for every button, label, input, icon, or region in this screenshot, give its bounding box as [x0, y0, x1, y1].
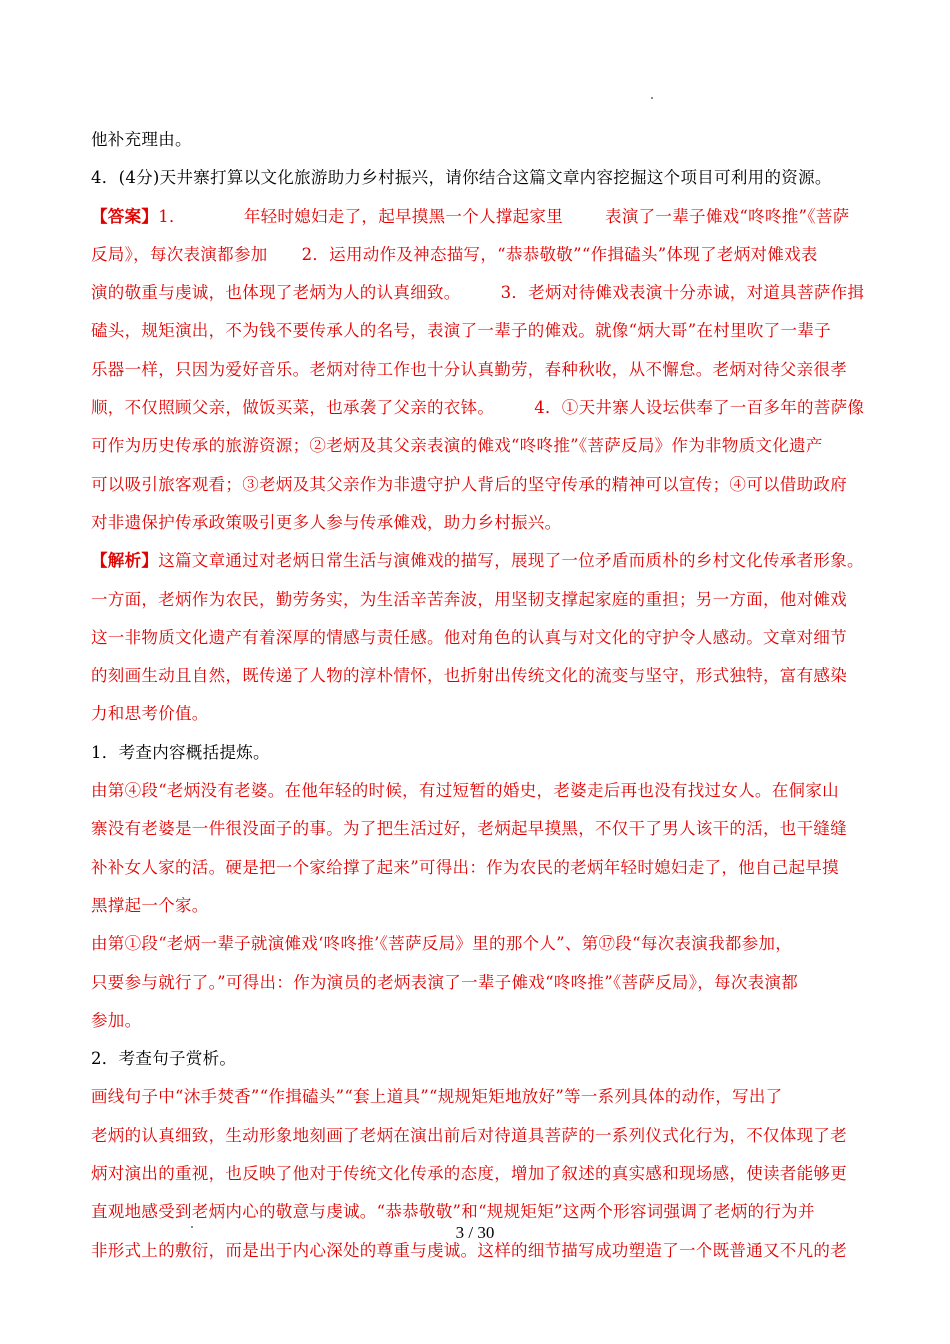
analysis-label: 【解析】 [91, 551, 159, 571]
answer-text: 表演了一辈子傩戏“咚咚推”《菩萨 [605, 206, 850, 226]
answer-text: 顺，不仅照顾父亲，做饭买菜，也承袭了父亲的衣钵。 [91, 398, 495, 418]
analysis-line: 参加。 [91, 1010, 142, 1030]
analysis-line: 黑撑起一个家。 [91, 895, 209, 915]
answer-text: 演的敬重与虔诚，也体现了老炳为人的认真细致。 [91, 283, 461, 303]
analysis-text: 这篇文章通过对老炳日常生活与演傩戏的描写，展现了一位矛盾而质朴的乡村文化传承者形象。 [158, 551, 864, 571]
answer-line [91, 236, 861, 274]
analysis-line: 直观地感受到老炳内心的敬意与虔诚。“恭恭敬敬”和“规规矩矩”这两个形容词强调了老炳的行为并 [91, 1202, 815, 1222]
answer-line: 可作为历史传承的旅游资源；②老炳及其父亲表演的傩戏“咚咚推”《菩萨反局》作为非物质文化遗产 [91, 436, 823, 456]
page-body [91, 121, 865, 1270]
analysis-line: 炳对演出的重视，也反映了他对于传统文化传承的态度，增加了叙述的真实感和现场感，使读者能够更 [91, 1164, 847, 1184]
answer-line: 磕头，规矩演出，不为钱不要传承人的名号，表演了一辈子的傩戏。就像“炳大哥”在村里吹了一辈子 [91, 321, 831, 341]
answer-text: 3．老炳对待傩戏表演十分赤诚，对道具菩萨作揖 [500, 283, 865, 303]
answer-text: 4．①天井寨人设坛供奉了一百多年的菩萨像 [534, 398, 865, 418]
answer-line [91, 198, 861, 236]
analysis-item-title: 2．考查句子赏析。 [91, 1049, 237, 1069]
analysis-line: 由第①段“老炳一辈子就演傩戏‘咚咚推’《菩萨反局》里的那个人”、第⑰段“每次表演我都参加， [91, 934, 793, 954]
analysis-line [91, 542, 864, 580]
answer-text: 1． [158, 206, 186, 226]
analysis-line: 寨没有老婆是一件很没面子的事。为了把生活过好，老炳起早摸黑，不仅干了男人该干的活，也干缝缝 [91, 819, 847, 839]
analysis-line: 老炳的认真细致，生动形象地刻画了老炳在演出前后对待道具菩萨的一系列仪式化行为，不仅体现了老 [91, 1125, 847, 1145]
analysis-line: 只要参与就行了。”可得出：作为演员的老炳表演了一辈子傩戏“咚咚推”《菩萨反局》，每次表演都 [91, 972, 799, 992]
answer-text: 年轻时媳妇走了，起早摸黑一个人撑起家里 [243, 206, 564, 226]
analysis-line: 力和思考价值。 [91, 704, 209, 724]
answer-line [91, 389, 865, 427]
answer-line [91, 274, 865, 312]
answer-label: 【答案】 [91, 206, 159, 226]
answer-text: 2．运用动作及神态描写，“恭恭敬敬”“作揖磕头”体现了老炳对傩戏表 [301, 244, 818, 264]
analysis-line: 补补女人家的活。硬是把一个家给撑了起来”可得出：作为农民的老炳年轻时媳妇走了，他自己起早摸 [91, 857, 839, 877]
answer-text: 反局》，每次表演都参加 [91, 244, 268, 264]
answer-line: 可以吸引旅客观看；③老炳及其父亲作为非遗守护人背后的坚守传承的精神可以宣传；④可以借助政府 [91, 474, 847, 494]
page-number: 3 / 30 [455, 1223, 495, 1242]
analysis-line: 这一非物质文化遗产有着深厚的情感与责任感。他对角色的认真与对文化的守护令人感动。文章对细节 [91, 627, 847, 647]
answer-line: 对非遗保护传承政策吸引更多人参与传承傩戏，助力乡村振兴。 [91, 512, 562, 532]
analysis-line: 非形式上的敷衍，而是出于内心深处的尊重与虔诚。这样的细节描写成功塑造了一个既普通又不凡的老 [91, 1240, 847, 1260]
prompt-tail: 他补充理由。 [91, 130, 192, 149]
analysis-line: 由第④段“老炳没有老婆。在他年轻的时候，有过短暂的婚史，老婆走后再也没有找过女人。在侗家山 [91, 781, 839, 801]
scan-mark [651, 97, 653, 99]
analysis-item-title: 1．考查内容概括提炼。 [91, 742, 270, 762]
analysis-line: 一方面，老炳作为农民，勤劳务实，为生活辛苦奔波，用坚韧支撑起家庭的重担；另一方面，他对傩戏 [91, 589, 847, 609]
analysis-line: 画线句子中“沐手焚香”“作揖磕头”“套上道具”“规规矩矩地放好”等一系列具体的动作，写出了 [91, 1087, 783, 1107]
question-4: 4．(4分)天井寨打算以文化旅游助力乡村振兴，请你结合这篇文章内容挖掘这个项目可利用的资源。 [91, 168, 832, 188]
analysis-line: 的刻画生动且自然，既传递了人物的淳朴情怀，也折射出传统文化的流变与坚守，形式独特，富有感染 [91, 666, 847, 686]
answer-line: 乐器一样，只因为爱好音乐。老炳对待工作也十分认真勤劳，春种秋收，从不懈怠。老炳对待父亲很孝 [91, 359, 847, 379]
